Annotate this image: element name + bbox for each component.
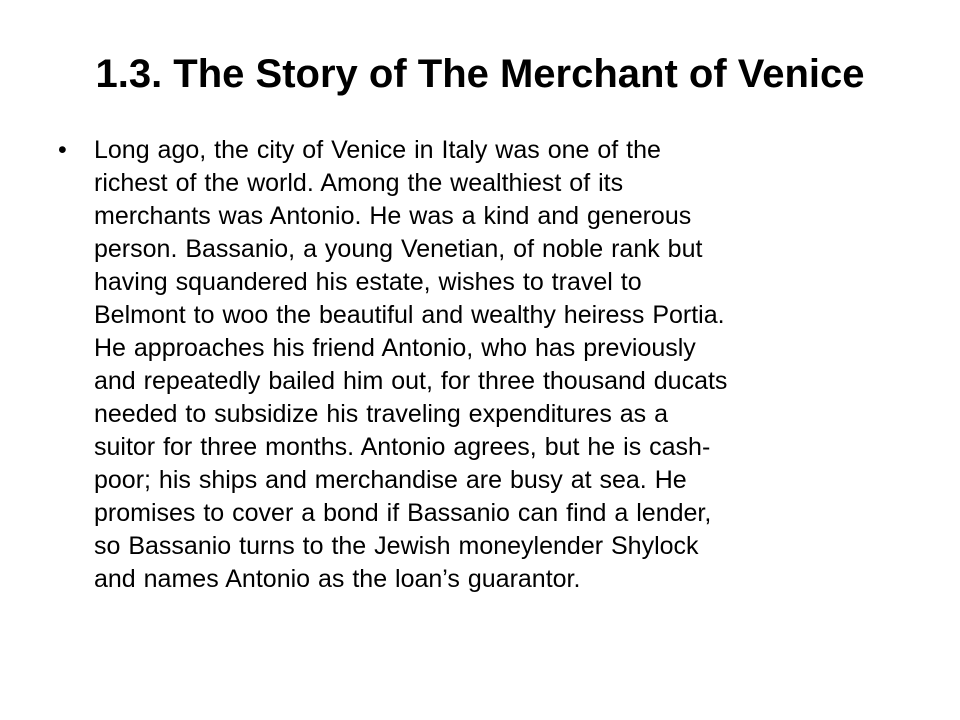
paragraph-line: suitor for three months. Antonio agrees, but he is cash- [94, 433, 711, 461]
paragraph-line: promises to cover a bond if Bassanio can find a lender, [94, 499, 712, 527]
paragraph-line: He approaches his friend Antonio, who has previously [94, 334, 696, 362]
slide-title: 1.3. The Story of The Merchant of Venice [95, 52, 865, 96]
bullet-icon: • [58, 136, 67, 164]
paragraph-line: and repeatedly bailed him out, for three thousand ducats [94, 367, 728, 395]
paragraph-line: poor; his ships and merchandise are busy at sea. He [94, 466, 687, 494]
paragraph-line: and names Antonio as the loan’s guarantor. [94, 565, 581, 593]
paragraph-line: richest of the world. Among the wealthiest of its [94, 169, 624, 197]
paragraph-line: so Bassanio turns to the Jewish moneylender Shylock [94, 532, 699, 560]
paragraph-line: needed to subsidize his traveling expenditures as a [94, 400, 669, 428]
bullet-item [58, 134, 908, 596]
paragraph-line: Belmont to woo the beautiful and wealthy heiress Portia. [94, 301, 725, 329]
paragraph-line: person. Bassanio, a young Venetian, of noble rank but [94, 235, 703, 263]
paragraph-line: Long ago, the city of Venice in Italy was one of the [94, 136, 661, 164]
paragraph-line: having squandered his estate, wishes to travel to [94, 268, 642, 296]
paragraph-line: merchants was Antonio. He was a kind and generous [94, 202, 692, 230]
bullet-list [58, 134, 908, 596]
